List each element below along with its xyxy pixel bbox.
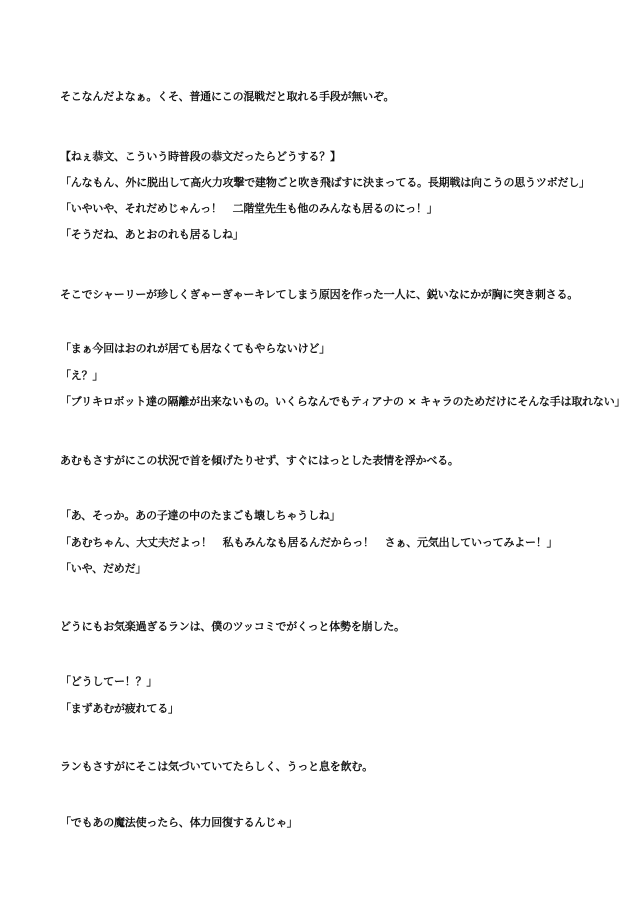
narration-line-1: そこなんだよなぁ。くそ、普通にこの混戦だと取れる手段が無いぞ。 (60, 90, 395, 103)
dialogue-line-16: 「まずあむが疲れてる」 (60, 702, 179, 715)
narration-line-10: あむもさすがにこの状況で首を傾げたりせず、すぐにはっとした表情を浮かべる。 (60, 454, 459, 467)
dialogue-line-15: 「どうしてー！？」 (60, 675, 158, 688)
dialogue-line-4: 「いやいや、それだめじゃんっ！ 二階堂先生も他のみんなも居るのにっ！」 (60, 202, 438, 215)
dialogue-line-3: 「んなもん、外に脱出して高火力攻撃で建物ごと吹き飛ばすに決まってる。長期戦は向こうの思うツボだし」 (60, 176, 590, 189)
narration-line-6: そこでシャーリーが珍しくぎゃーぎゃーキレてしまう原因を作った一人に、鋭いなにかが胸に突き刺さる。 (60, 288, 579, 301)
dialogue-line-8: 「え？」 (60, 369, 104, 382)
dialogue-line-11: 「あ、そっか。あの子達の中のたまごも壊しちゃうしね」 (60, 509, 341, 522)
dialogue-line-13: 「いや、だめだ」 (60, 562, 147, 575)
dialogue-line-7: 「まぁ今回はおのれが居ても居なくてもやらないけど」 (60, 342, 330, 355)
narration-line-17: ランもさすがにそこは気づいていてたらしく、うっと息を飲む。 (60, 760, 373, 773)
dialogue-line-2: 【ねぇ恭文、こういう時普段の恭文だったらどうする？】 (60, 150, 341, 163)
dialogue-line-9: 「ブリキロボット達の隔離が出来ないもの。いくらなんでもティアナの × キャラのためだけにそんな手は取れない」 (60, 395, 626, 408)
narration-line-14: どうにもお気楽過ぎるランは、僕のツッコミでがくっと体勢を崩した。 (60, 620, 405, 633)
dialogue-line-5: 「そうだね、あとおのれも居るしね」 (60, 228, 244, 241)
dialogue-line-12: 「あむちゃん、大丈夫だよっ！ 私もみんなも居るんだからっ！ さぁ、元気出していってみよー！」 (60, 536, 558, 549)
dialogue-line-18: 「でもあの魔法使ったら、体力回復するんじゃ」 (60, 816, 298, 829)
